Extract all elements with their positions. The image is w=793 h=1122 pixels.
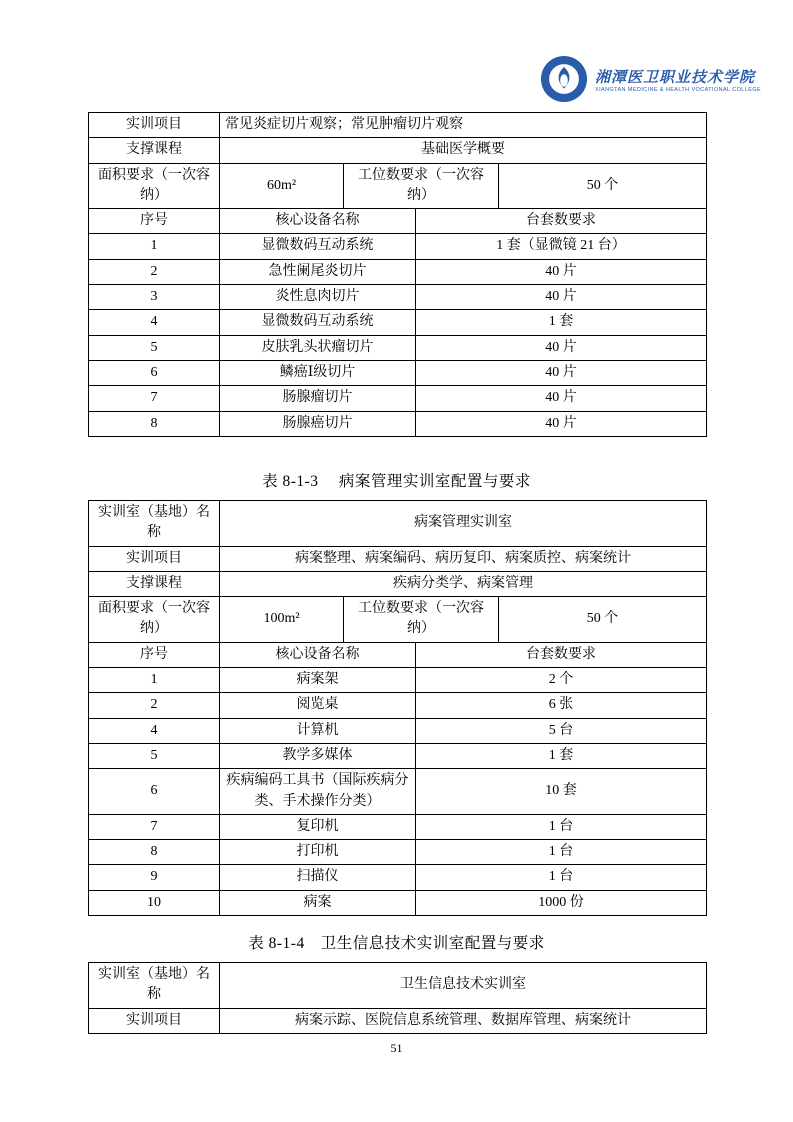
area-value: 100m²	[220, 597, 344, 643]
row-qty: 40 片	[416, 335, 707, 360]
project-value: 病案示踪、医院信息系统管理、数据库管理、病案统计	[220, 1008, 707, 1033]
col-header-no: 序号	[89, 209, 220, 234]
area-value: 60m²	[220, 163, 344, 209]
project-label: 实训项目	[89, 546, 220, 571]
col-header-qty: 台套数要求	[416, 209, 707, 234]
table-row	[89, 285, 707, 310]
table-health-it-room	[88, 962, 707, 1034]
area-label: 面积要求（一次容纳）	[89, 597, 220, 643]
college-seal-icon	[540, 55, 588, 108]
row-device: 鳞癌Ⅰ级切片	[220, 360, 416, 385]
row-device: 扫描仪	[220, 865, 416, 890]
room-name-label: 实训室（基地）名称	[89, 501, 220, 547]
table-row	[89, 743, 707, 768]
table-header-row	[89, 642, 707, 667]
room-name-value: 病案管理实训室	[220, 501, 707, 547]
row-qty: 6 张	[416, 693, 707, 718]
table-row	[89, 840, 707, 865]
table-row	[89, 546, 707, 571]
table-row	[89, 113, 707, 138]
table-row	[89, 234, 707, 259]
table-pathology-room	[88, 112, 707, 437]
row-qty: 40 片	[416, 259, 707, 284]
table-row	[89, 890, 707, 915]
row-device: 炎性息肉切片	[220, 285, 416, 310]
row-device: 急性阑尾炎切片	[220, 259, 416, 284]
row-qty: 40 片	[416, 411, 707, 436]
row-qty: 1 台	[416, 840, 707, 865]
course-value: 基础医学概要	[220, 138, 707, 163]
row-qty: 40 片	[416, 386, 707, 411]
table-row	[89, 386, 707, 411]
table-caption-8-1-3: 表 8-1-3 病案管理实训室配置与要求	[262, 473, 531, 490]
row-no: 5	[89, 335, 220, 360]
row-no: 3	[89, 285, 220, 310]
col-header-no: 序号	[89, 642, 220, 667]
row-device: 打印机	[220, 840, 416, 865]
row-no: 8	[89, 411, 220, 436]
room-name-value: 卫生信息技术实训室	[220, 963, 707, 1009]
college-name-english: XIANGTAN MEDICINE & HEALTH VOCATIONAL COLLEGE	[595, 86, 762, 93]
row-no: 10	[89, 890, 220, 915]
row-no: 2	[89, 693, 220, 718]
table-row	[89, 865, 707, 890]
row-qty: 1 套（显微镜 21 台）	[416, 234, 707, 259]
row-device: 显微数码互动系统	[220, 310, 416, 335]
table-row	[89, 138, 707, 163]
row-device: 教学多媒体	[220, 743, 416, 768]
table-row	[89, 718, 707, 743]
row-device: 复印机	[220, 814, 416, 839]
row-no: 1	[89, 668, 220, 693]
table-caption-8-1-4: 表 8-1-4 卫生信息技术实训室配置与要求	[248, 935, 545, 952]
row-no: 4	[89, 718, 220, 743]
page-number: 51	[390, 1041, 403, 1055]
table-row	[89, 259, 707, 284]
col-header-device: 核心设备名称	[220, 209, 416, 234]
row-no: 7	[89, 814, 220, 839]
workstation-label: 工位数要求（一次容纳）	[344, 163, 499, 209]
row-no: 6	[89, 769, 220, 815]
row-qty: 2 个	[416, 668, 707, 693]
row-no: 5	[89, 743, 220, 768]
project-label: 实训项目	[89, 1008, 220, 1033]
row-no: 7	[89, 386, 220, 411]
course-label: 支撑课程	[89, 138, 220, 163]
table-row	[89, 597, 707, 643]
row-device: 阅览桌	[220, 693, 416, 718]
row-no: 8	[89, 840, 220, 865]
table-row	[89, 501, 707, 547]
workstation-value: 50 个	[499, 163, 707, 209]
table-row	[89, 693, 707, 718]
col-header-device: 核心设备名称	[220, 642, 416, 667]
row-device: 肠腺瘤切片	[220, 386, 416, 411]
room-name-label: 实训室（基地）名称	[89, 963, 220, 1009]
row-qty: 1 台	[416, 814, 707, 839]
table-row	[89, 963, 707, 1009]
row-no: 9	[89, 865, 220, 890]
row-device: 皮肤乳头状瘤切片	[220, 335, 416, 360]
table-row	[89, 310, 707, 335]
table-records-room	[88, 500, 707, 916]
table-row	[89, 814, 707, 839]
table-row	[89, 769, 707, 815]
table-row	[89, 1008, 707, 1033]
row-qty: 40 片	[416, 285, 707, 310]
row-qty: 1 套	[416, 743, 707, 768]
course-value: 疾病分类学、病案管理	[220, 571, 707, 596]
row-qty: 1 台	[416, 865, 707, 890]
course-label: 支撑课程	[89, 571, 220, 596]
table-row	[89, 163, 707, 209]
row-device: 肠腺癌切片	[220, 411, 416, 436]
project-value: 病案整理、病案编码、病历复印、病案质控、病案统计	[220, 546, 707, 571]
table-header-row	[89, 209, 707, 234]
row-no: 4	[89, 310, 220, 335]
college-name-chinese: 湘潭医卫职业技术学院	[595, 70, 756, 87]
table-row	[89, 335, 707, 360]
row-no: 1	[89, 234, 220, 259]
college-logo	[540, 55, 761, 108]
workstation-label: 工位数要求（一次容纳）	[344, 597, 499, 643]
college-name	[595, 70, 761, 93]
row-device: 疾病编码工具书（国际疾病分类、手术操作分类）	[220, 769, 416, 815]
row-device: 病案	[220, 890, 416, 915]
workstation-value: 50 个	[499, 597, 707, 643]
row-device: 计算机	[220, 718, 416, 743]
row-device: 显微数码互动系统	[220, 234, 416, 259]
table-row	[89, 360, 707, 385]
row-qty: 1000 份	[416, 890, 707, 915]
project-value: 常见炎症切片观察；常见肿瘤切片观察	[220, 113, 707, 138]
table-row	[89, 668, 707, 693]
table-row	[89, 411, 707, 436]
row-qty: 5 台	[416, 718, 707, 743]
row-no: 2	[89, 259, 220, 284]
area-label: 面积要求（一次容纳）	[89, 163, 220, 209]
table-row	[89, 571, 707, 596]
row-qty: 40 片	[416, 360, 707, 385]
row-no: 6	[89, 360, 220, 385]
row-device: 病案架	[220, 668, 416, 693]
row-qty: 1 套	[416, 310, 707, 335]
project-label: 实训项目	[89, 113, 220, 138]
row-qty: 10 套	[416, 769, 707, 815]
col-header-qty: 台套数要求	[416, 642, 707, 667]
